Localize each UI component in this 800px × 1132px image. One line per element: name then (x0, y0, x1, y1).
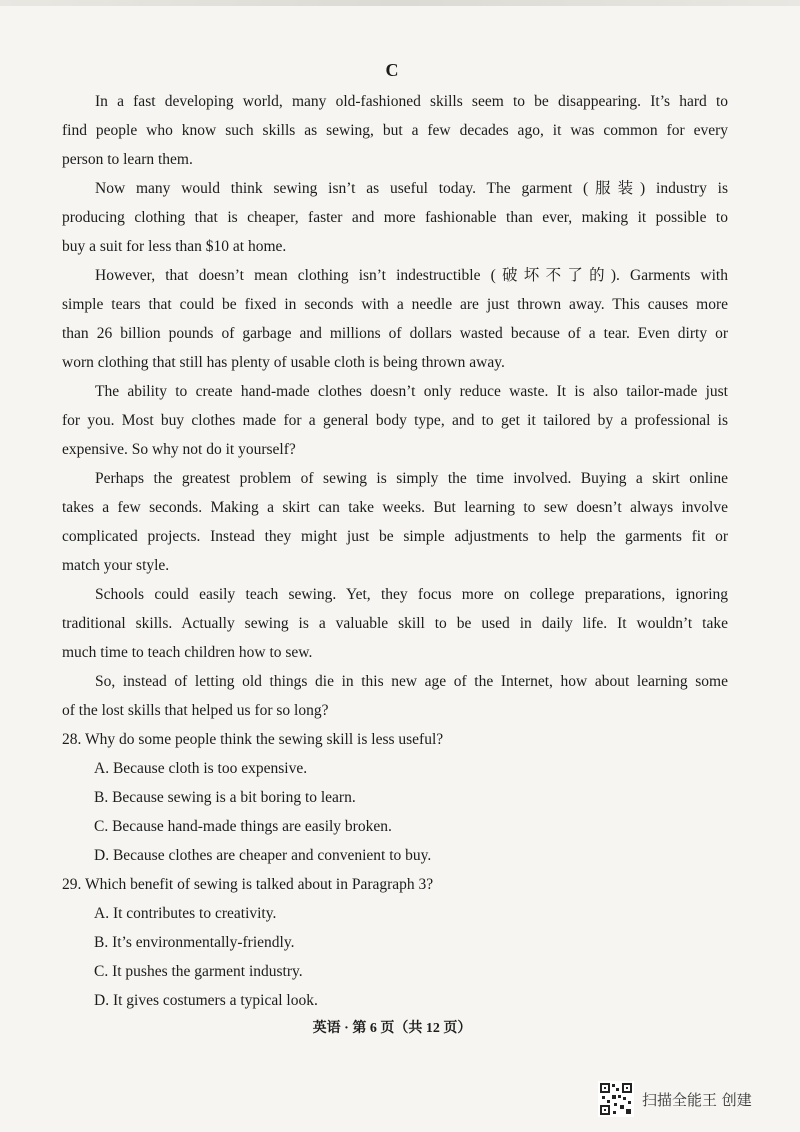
answer-option-b: B. It’s environmentally-friendly. (94, 934, 295, 951)
passage-line: Perhaps the greatest problem of sewing is simply the time involved. Buying a skirt online (95, 470, 728, 487)
question-stem: 28. Why do some people think the sewing skill is less useful? (62, 731, 444, 748)
passage-line: much time to teach children how to sew. (62, 644, 313, 661)
qr-code-icon (598, 1081, 634, 1117)
passage-line: In a fast developing world, many old-fashioned skills seem to be disappearing. It’s hard to (95, 93, 728, 110)
answer-option-a: A. It contributes to creativity. (94, 905, 277, 922)
page-footer: 英语 · 第 6 页（共 12 页） (312, 1021, 472, 1036)
passage-line: expensive. So why not do it yourself? (62, 441, 296, 458)
passage-line: person to learn them. (62, 151, 193, 168)
passage-line: takes a few seconds. Making a skirt can take weeks. But learning to sew doesn’t always involve (62, 499, 728, 516)
answer-option-d: D. It gives costumers a typical look. (94, 992, 318, 1009)
section-title: C (385, 60, 399, 80)
passage-line: So, instead of letting old things die in this new age of the Internet, how about learning some (95, 673, 728, 690)
passage-line: The ability to create hand-made clothes doesn’t only reduce waste. It is also tailor-made just (95, 383, 728, 400)
passage-line: find people who know such skills as sewing, but a few decades ago, it was common for every (62, 122, 728, 139)
answer-option-c: C. Because hand-made things are easily broken. (94, 818, 392, 835)
answer-option-b: B. Because sewing is a bit boring to learn. (94, 789, 356, 806)
watermark-text: 扫描全能王 创建 (642, 1090, 752, 1109)
answer-option-c: C. It pushes the garment industry. (94, 963, 303, 980)
passage-line: Now many would think sewing isn’t as useful today. The garment (服装) industry is (95, 180, 728, 197)
passage-line: complicated projects. Instead they might just be simple adjustments to help the garments fit or (62, 528, 728, 545)
answer-option-d: D. Because clothes are cheaper and convenient to buy. (94, 847, 432, 864)
passage-line: for you. Most buy clothes made for a general body type, and to get it tailored by a professional is (62, 412, 728, 429)
scanner-watermark (598, 1081, 752, 1117)
passage-line: than 26 billion pounds of garbage and millions of dollars wasted because of a tear. Even dirty or (62, 325, 728, 342)
passage-line: simple tears that could be fixed in seconds with a needle are just thrown away. This causes more (62, 296, 728, 313)
top-edge-strip (0, 0, 800, 6)
passage-line: worn clothing that still has plenty of usable cloth is being thrown away. (62, 354, 505, 371)
question-stem: 29. Which benefit of sewing is talked about in Paragraph 3? (62, 876, 434, 893)
passage-line: buy a suit for less than $10 at home. (62, 238, 287, 255)
passage-line: of the lost skills that helped us for so long? (62, 702, 329, 719)
passage-line: Schools could easily teach sewing. Yet, they focus more on college preparations, ignoring (95, 586, 728, 603)
passage-line: producing clothing that is cheaper, faster and more fashionable than ever, making it possible to (62, 209, 728, 226)
answer-option-a: A. Because cloth is too expensive. (94, 760, 308, 777)
passage-line: traditional skills. Actually sewing is a valuable skill to be used in daily life. It wouldn’t take (62, 615, 728, 632)
passage-line: However, that doesn’t mean clothing isn’t indestructible (破坏不了的). Garments with (95, 267, 728, 284)
passage-line: match your style. (62, 557, 170, 574)
